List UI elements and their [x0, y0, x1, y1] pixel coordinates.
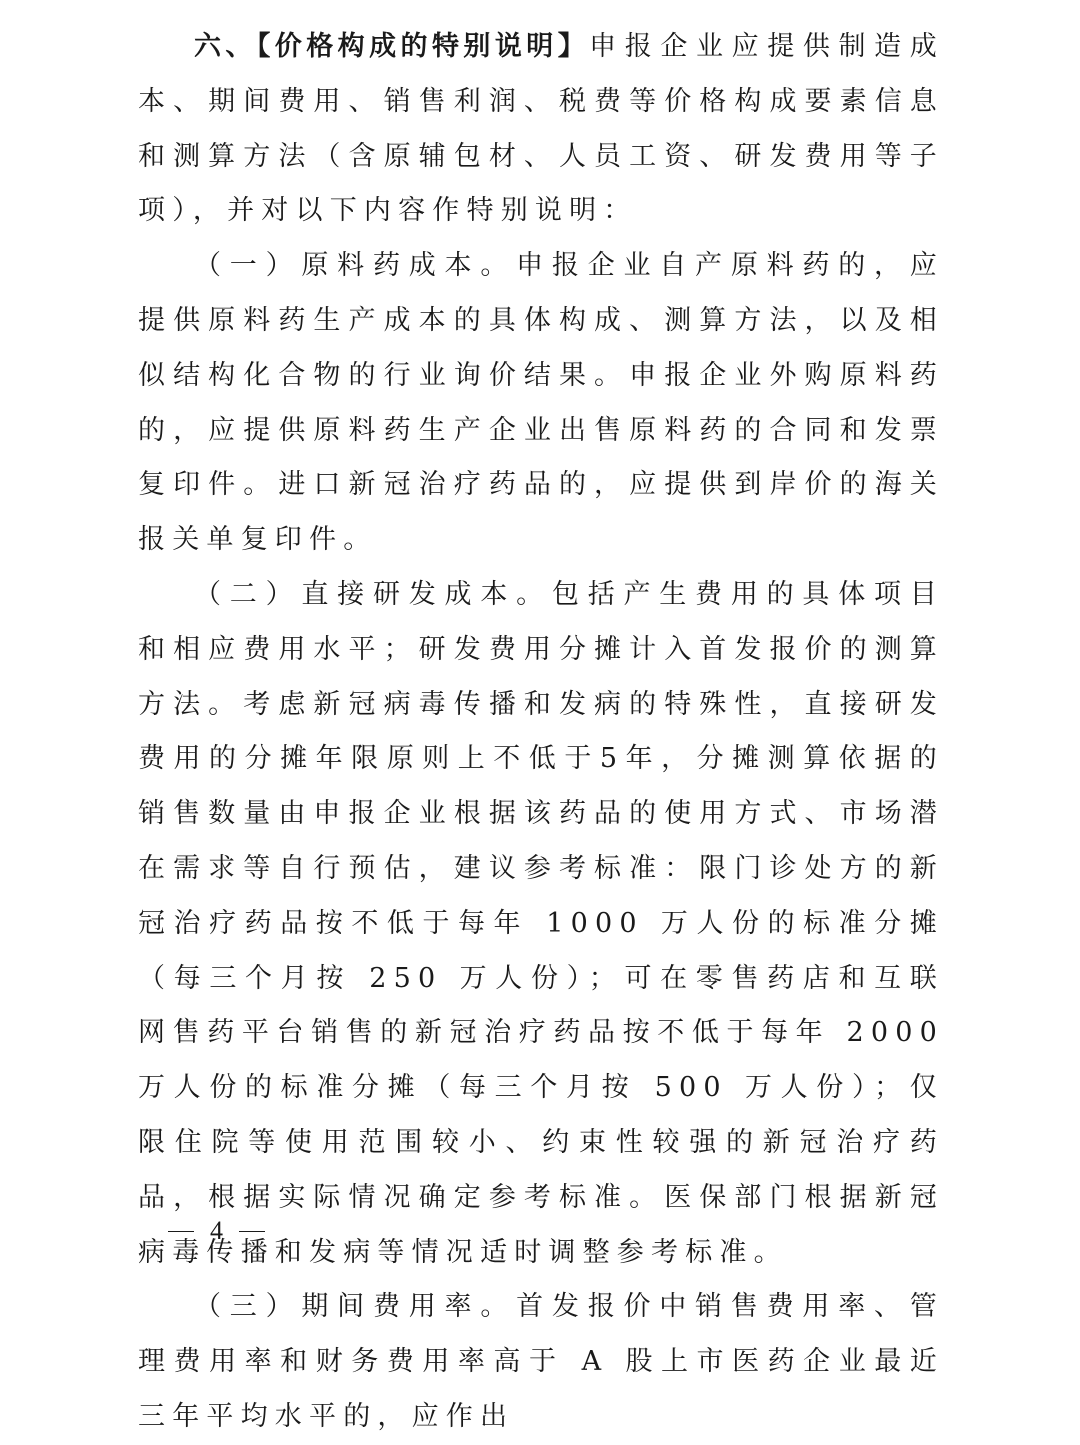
footer-dash-left — [168, 1231, 194, 1232]
page-number: 4 — [210, 1216, 223, 1245]
section-heading — [194, 31, 589, 62]
section-title: 【价格构成的特别说明】 — [256, 31, 590, 62]
section-number: 六、 — [194, 31, 257, 62]
paragraph-period-expense-rate: （三）期间费用率。首发报价中销售费用率、管理费用率和财务费用率高于 A 股上市医药企业最近三年平均水平的，应作出 — [138, 1291, 944, 1432]
paragraph-rd-cost: （二）直接研发成本。包括产生费用的具体项目和相应费用水平；研发费用分摊计入首发报价的测算方法。考虑新冠病毒传播和发病的特殊性，直接研发费用的分摊年限原则上不低于5年，分摊测算依据的销售数量由申报企业根据该药品的使用方式、市场潜在需求等自行预估，建议参考标准：限门诊处方的新冠治疗药品按不低于每年 1000 万人份的标准分摊（每三个月按 250 万人份）；可在零售药店和互联网售药平台销售的新冠治疗药品按不低于每年 2000 万人份的标准分摊（每三个月按 500 万人份）；仅限住院等使用范围较小、约束性较强的新冠治疗药品，根据实际情况确定参考标准。医保部门根据新冠病毒传播和发病等情况适时调整参考标准。 — [138, 578, 944, 1268]
paragraph-raw-material-cost: （一）原料药成本。申报企业自产原料药的，应提供原料药生产成本的具体构成、测算方法，以及相似结构化合物的行业询价结果。申报企业外购原料药的，应提供原料药生产企业出售原料药的合同和发票复印件。进口新冠治疗药品的，应提供到岸价的海关报关单复印件。 — [138, 250, 944, 556]
page-footer — [168, 1216, 265, 1246]
section-intro: 申报企业应提供制造成本、期间费用、销售利润、税费等价格构成要素信息和测算方法（含原辅包材、人员工资、研发费用等子项），并对以下内容作特别说明： — [138, 31, 945, 227]
section-six-paragraph — [138, 20, 944, 239]
footer-dash-right — [239, 1231, 265, 1232]
